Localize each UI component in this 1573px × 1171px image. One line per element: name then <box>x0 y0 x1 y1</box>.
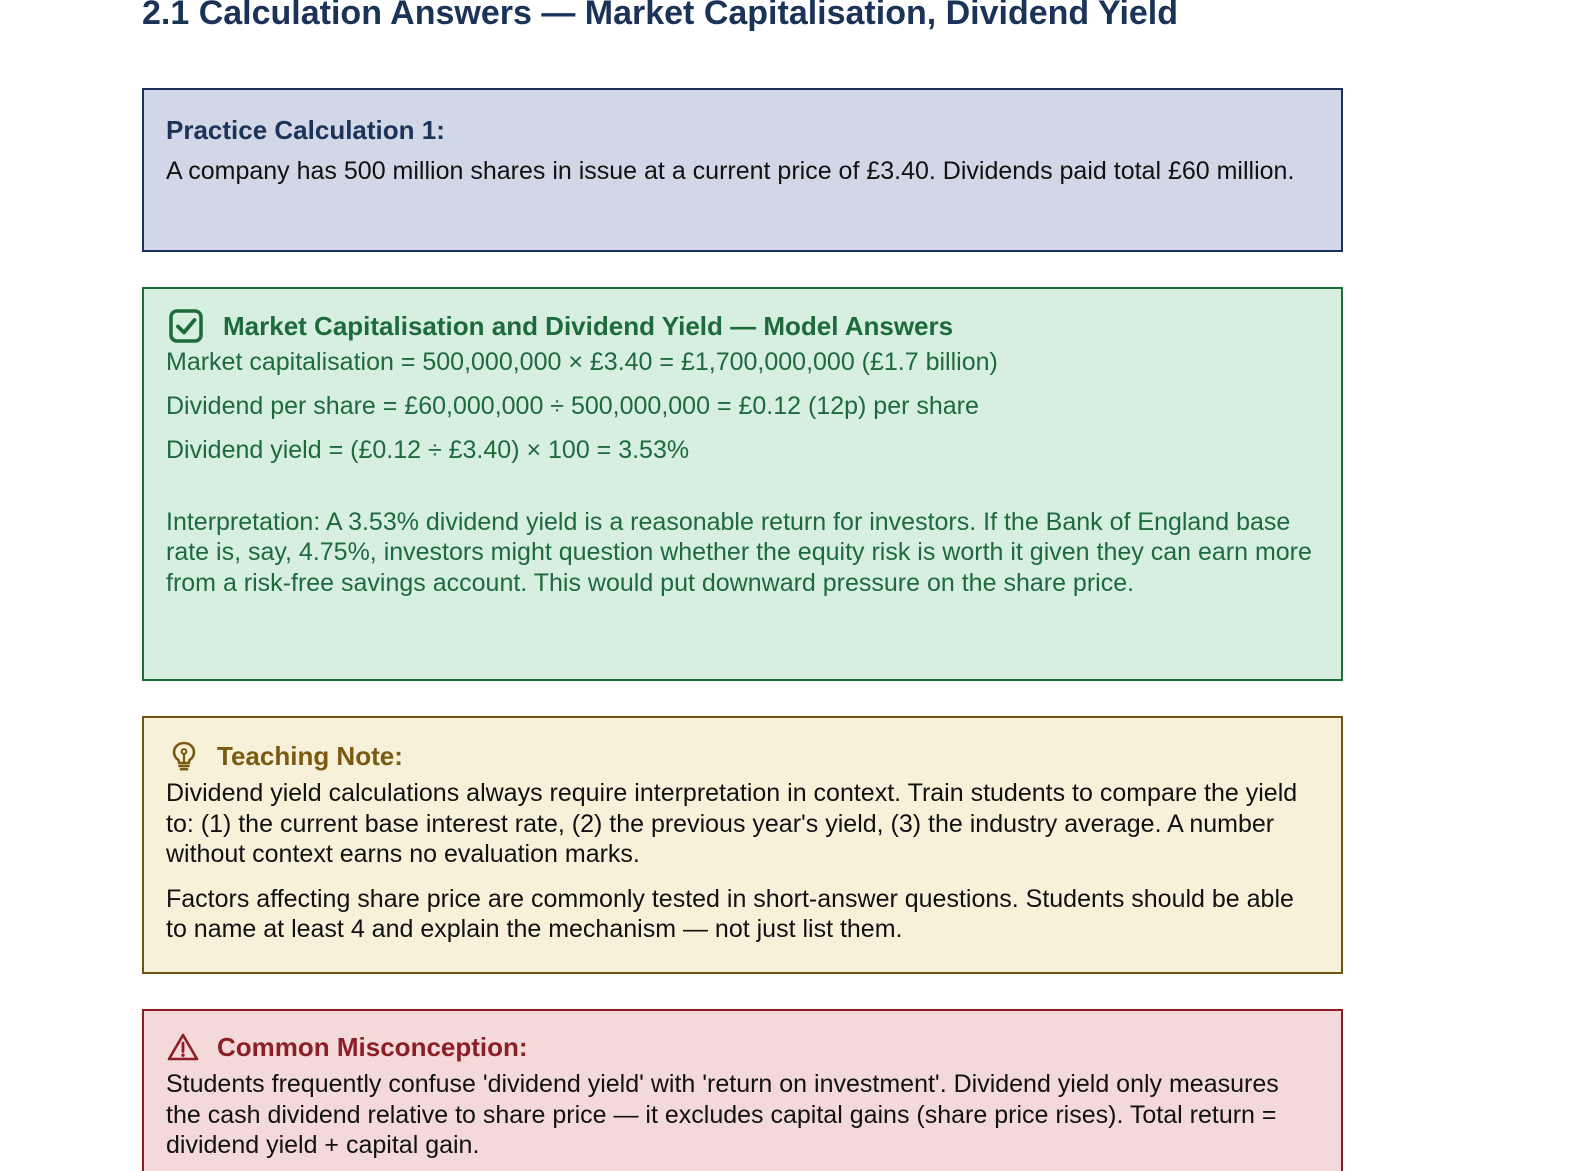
model-answers-heading: Market Capitalisation and Dividend Yield — Model Answers <box>223 311 954 341</box>
lightbulb-icon <box>171 741 197 771</box>
teaching-note-paragraph: Factors affecting share price are commonly tested in short-answer questions. Students should be able to name at least 4 and explain the mechanism — not just list them. <box>166 884 1294 943</box>
teaching-note-heading: Teaching Note: <box>217 741 403 771</box>
practice-text: A company has 500 million shares in issue at a current price of £3.40. Dividends paid total £60 million. <box>166 157 1295 185</box>
misconception-heading: Common Misconception: <box>217 1032 528 1062</box>
teaching-note-paragraph: Dividend yield calculations always require interpretation in context. Train students to compare the yield to: (1) the current base interest rate, (2) the previous year's yield, (3) the industry average. A number without context earns no evaluation marks. <box>166 779 1298 868</box>
calc-line-dividend-per-share: Dividend per share = £60,000,000 ÷ 500,000,000 = £0.12 (12p) per share <box>166 392 979 420</box>
interpretation-text: Interpretation: A 3.53% dividend yield is a reasonable return for investors. If the Bank of England base rate is, say, 4.75%, investors might question whether the equity risk is worth it given they can earn more from a risk-free savings account. This would put downward pressure on the share price. <box>166 507 1312 597</box>
model-answers-heading-row <box>166 309 1319 343</box>
model-answers-box <box>142 287 1343 681</box>
practice-calculation-box <box>142 88 1343 252</box>
teaching-note-heading-row <box>166 740 1319 772</box>
page-title: 2.1 Calculation Answers — Market Capitalisation, Dividend Yield <box>142 0 1179 32</box>
practice-heading: Practice Calculation 1: <box>166 115 445 145</box>
check-square-icon <box>169 309 203 343</box>
warning-triangle-icon <box>167 1032 199 1062</box>
common-misconception-box <box>142 1009 1343 1171</box>
misconception-heading-row <box>166 1031 1319 1063</box>
calc-line-market-cap: Market capitalisation = 500,000,000 × £3.40 = £1,700,000,000 (£1.7 billion) <box>166 348 998 376</box>
misconception-text: Students frequently confuse 'dividend yield' with 'return on investment'. Dividend yield only measures the cash dividend relative to share price — it excludes capital gains (share price rises). Total return = dividend yield + capital gain. <box>166 1070 1279 1159</box>
calc-line-dividend-yield: Dividend yield = (£0.12 ÷ £3.40) × 100 = 3.53% <box>166 436 690 464</box>
teaching-note-box <box>142 716 1343 974</box>
